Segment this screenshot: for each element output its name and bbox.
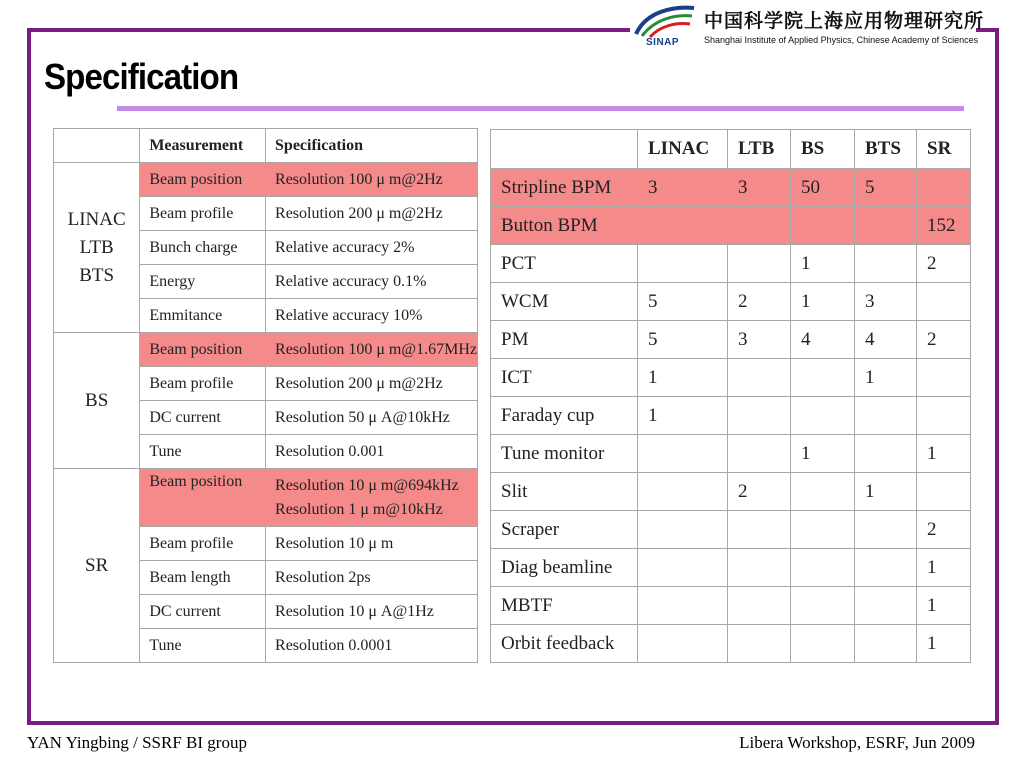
specification-cell (266, 595, 478, 629)
measurement-cell: Beam length (140, 561, 266, 595)
device-name-cell: MBTF (491, 587, 638, 625)
count-cell (638, 549, 728, 587)
specification-cell (266, 527, 478, 561)
specification-text: Resolution 100 μ m@1.67MHz (275, 340, 477, 358)
table-header-row (54, 129, 478, 163)
count-cell: 1 (917, 435, 971, 473)
specification-text: Resolution 10 μ A@1Hz (275, 602, 434, 620)
header-cell (54, 129, 140, 163)
count-cell (855, 397, 917, 435)
group-label: LINAC (67, 208, 126, 230)
specification-text: Resolution 200 μ m@2Hz (275, 204, 443, 222)
count-cell (638, 473, 728, 511)
institute-logo (632, 4, 985, 54)
table-row (491, 321, 971, 359)
count-cell (728, 625, 791, 663)
specification-cell (266, 629, 478, 663)
count-cell: 1 (917, 549, 971, 587)
count-cell (638, 207, 728, 245)
device-name-cell: Diag beamline (491, 549, 638, 587)
table-row (491, 511, 971, 549)
count-cell (855, 549, 917, 587)
count-cell (791, 511, 855, 549)
group-label-cell (54, 163, 140, 333)
count-cell (791, 397, 855, 435)
count-cell: 1 (638, 359, 728, 397)
count-cell: 1 (791, 283, 855, 321)
specification-text: Resolution 50 μ A@10kHz (275, 408, 450, 426)
specification-text: Relative accuracy 10% (275, 306, 423, 324)
count-cell: 1 (791, 245, 855, 283)
count-cell: 5 (855, 169, 917, 207)
table-row (491, 245, 971, 283)
count-cell: 1 (855, 359, 917, 397)
table-row (491, 207, 971, 245)
count-cell (917, 169, 971, 207)
count-cell (855, 587, 917, 625)
count-cell (855, 625, 917, 663)
count-cell: 1 (791, 435, 855, 473)
header-cell: LTB (728, 130, 791, 169)
count-cell (791, 359, 855, 397)
table-row (54, 163, 478, 197)
count-cell (791, 625, 855, 663)
table-row (491, 397, 971, 435)
count-cell (855, 245, 917, 283)
specification-cell (266, 265, 478, 299)
count-cell (638, 511, 728, 549)
measurement-cell: DC current (140, 595, 266, 629)
specification-cell (266, 561, 478, 595)
count-cell: 2 (917, 245, 971, 283)
device-name-cell: Orbit feedback (491, 625, 638, 663)
device-name-cell: Scraper (491, 511, 638, 549)
device-count-table (490, 129, 971, 663)
count-cell (917, 397, 971, 435)
count-cell (728, 549, 791, 587)
count-cell: 4 (791, 321, 855, 359)
table-row (491, 169, 971, 207)
count-cell: 5 (638, 283, 728, 321)
count-cell (728, 359, 791, 397)
count-cell: 3 (728, 321, 791, 359)
count-cell (638, 625, 728, 663)
device-name-cell: PCT (491, 245, 638, 283)
group-label-cell (54, 333, 140, 469)
count-cell: 3 (728, 169, 791, 207)
measurement-cell: Emmitance (140, 299, 266, 333)
count-cell (917, 473, 971, 511)
count-cell (638, 435, 728, 473)
title-underline (117, 106, 964, 111)
count-cell (728, 397, 791, 435)
table-row (54, 469, 478, 527)
specification-text: Relative accuracy 0.1% (275, 272, 427, 290)
slide-title: Specification (44, 56, 239, 97)
specification-text: Resolution 0.0001 (275, 636, 393, 654)
measurement-spec-table (53, 128, 478, 663)
specification-text: Resolution 200 μ m@2Hz (275, 374, 443, 392)
table-row (491, 283, 971, 321)
measurement-cell: Beam profile (140, 197, 266, 231)
count-cell (791, 207, 855, 245)
footer-author: YAN Yingbing / SSRF BI group (27, 733, 247, 752)
count-cell (791, 587, 855, 625)
specification-cell (266, 163, 478, 197)
count-cell: 1 (638, 397, 728, 435)
table-row (491, 473, 971, 511)
measurement-cell: Tune (140, 435, 266, 469)
device-name-cell: Faraday cup (491, 397, 638, 435)
table-row (491, 359, 971, 397)
count-cell (638, 587, 728, 625)
specification-text: Relative accuracy 2% (275, 238, 415, 256)
measurement-cell: Bunch charge (140, 231, 266, 265)
specification-cell (266, 197, 478, 231)
count-cell: 3 (855, 283, 917, 321)
count-cell (791, 473, 855, 511)
device-name-cell: Stripline BPM (491, 169, 638, 207)
device-name-cell: Slit (491, 473, 638, 511)
table-row (491, 435, 971, 473)
count-cell: 1 (917, 625, 971, 663)
group-label: BTS (79, 264, 115, 286)
group-label-cell (54, 469, 140, 663)
count-cell: 2 (917, 511, 971, 549)
device-name-cell: PM (491, 321, 638, 359)
count-cell: 3 (638, 169, 728, 207)
count-cell: 152 (917, 207, 971, 245)
specification-cell (266, 435, 478, 469)
count-cell (791, 549, 855, 587)
group-label: BS (85, 389, 109, 411)
footer-event: Libera Workshop, ESRF, Jun 2009 (739, 733, 975, 752)
measurement-cell: Beam position (140, 333, 266, 367)
specification-text: Resolution 10 μ m (275, 534, 394, 552)
measurement-cell: Tune (140, 629, 266, 663)
measurement-cell: Beam profile (140, 527, 266, 561)
table-row (491, 549, 971, 587)
measurement-cell: Beam profile (140, 367, 266, 401)
count-cell (728, 435, 791, 473)
header-cell: Measurement (140, 129, 266, 163)
header-cell: LINAC (638, 130, 728, 169)
group-label: LTB (79, 236, 114, 258)
group-label: SR (85, 554, 109, 576)
table-row (491, 625, 971, 663)
logo-english-name: Shanghai Institute of Applied Physics, Chinese Academy of Sciences (704, 35, 979, 45)
count-cell: 50 (791, 169, 855, 207)
specification-text: Resolution 100 μ m@2Hz (275, 170, 443, 188)
count-cell (728, 245, 791, 283)
device-name-cell: ICT (491, 359, 638, 397)
count-cell: 2 (917, 321, 971, 359)
count-cell (728, 511, 791, 549)
count-cell: 2 (728, 473, 791, 511)
measurement-cell: Beam position (140, 469, 266, 527)
count-cell (728, 587, 791, 625)
count-cell (917, 283, 971, 321)
measurement-cell: DC current (140, 401, 266, 435)
count-cell (728, 207, 791, 245)
header-cell: BTS (855, 130, 917, 169)
table-header-row (491, 130, 971, 169)
specification-cell (266, 299, 478, 333)
specification-text: Resolution 2ps (275, 568, 371, 586)
count-cell: 1 (917, 587, 971, 625)
specification-text: Resolution 0.001 (275, 442, 385, 460)
specification-text: Resolution 1 μ m@10kHz (275, 500, 443, 518)
count-cell (855, 435, 917, 473)
header-cell: SR (917, 130, 971, 169)
logo-chinese-name: 中国科学院上海应用物理研究所 (704, 10, 985, 32)
device-name-cell: WCM (491, 283, 638, 321)
specification-cell (266, 231, 478, 265)
header-cell: Specification (266, 129, 478, 163)
table-row (491, 587, 971, 625)
table-row (54, 333, 478, 367)
count-cell (855, 207, 917, 245)
device-name-cell: Button BPM (491, 207, 638, 245)
specification-cell (266, 401, 478, 435)
count-cell: 4 (855, 321, 917, 359)
header-cell (491, 130, 638, 169)
count-cell (917, 359, 971, 397)
specification-cell (266, 367, 478, 401)
count-cell: 1 (855, 473, 917, 511)
logo-abbreviation: SINAP (646, 37, 680, 48)
specification-text: Resolution 10 μ m@694kHz (275, 476, 459, 494)
specification-cell (266, 469, 478, 527)
header-cell: BS (791, 130, 855, 169)
measurement-cell: Energy (140, 265, 266, 299)
measurement-cell: Beam position (140, 163, 266, 197)
specification-cell (266, 333, 478, 367)
count-cell (855, 511, 917, 549)
count-cell: 5 (638, 321, 728, 359)
count-cell (638, 245, 728, 283)
device-name-cell: Tune monitor (491, 435, 638, 473)
count-cell: 2 (728, 283, 791, 321)
